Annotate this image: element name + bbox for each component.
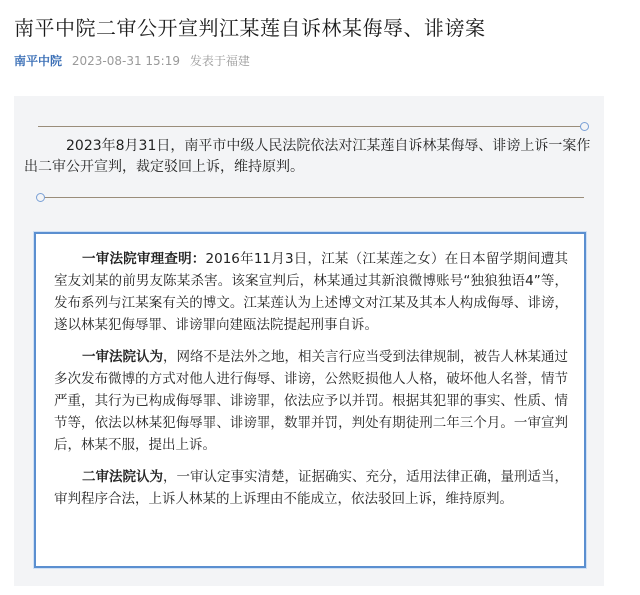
article-title: 南平中院二审公开宣判江某莲自诉林某侮辱、诽谤案 xyxy=(14,16,486,40)
circle-decoration-icon xyxy=(580,122,589,131)
first-instance-opinion xyxy=(54,346,568,456)
article-meta xyxy=(14,52,250,69)
publish-time: 2023-08-31 15:19 xyxy=(71,54,180,68)
first-instance-findings xyxy=(54,248,568,336)
paragraph-lead: 一审法院认为 xyxy=(82,349,163,365)
paragraph-text: ，一审认定事实清楚，证据确实、充分，适用法律正确，量刑适当，审判程序合法，上诉人林某的上诉理由不能成立，依法驳回上诉，维持原判。 xyxy=(54,469,568,507)
divider-line xyxy=(38,197,584,198)
publish-location: 发表于福建 xyxy=(189,54,250,68)
paragraph-lead: 一审法院审理查明： xyxy=(82,251,206,267)
circle-decoration-icon xyxy=(36,193,45,202)
summary-paragraph: 2023年8月31日，南平市中级人民法院依法对江某莲自诉林某侮辱、诽谤上诉一案作出二审公开宣判，裁定驳回上诉，维持原判。 xyxy=(24,138,591,175)
case-details-box xyxy=(34,232,586,568)
paragraph-text: 2016年11月3日，江某（江某莲之女）在日本留学期间遭其室友刘某的前男友陈某杀害。该案宣判后，林某通过其新浪微博账号“独狼独语4”等，发布系列与江某案有关的博文。江某莲认为上述博文对江某及其本人构成侮辱、诽谤，遂以林某犯侮辱罪、诽谤罪向建瓯法院提起刑事自诉。 xyxy=(54,251,569,333)
author-link[interactable]: 南平中院 xyxy=(14,54,63,68)
divider-line xyxy=(38,126,584,127)
paragraph-text: ，网络不是法外之地，相关言行应当受到法律规制，被告人林某通过多次发布微博的方式对他人进行侮辱、诽谤，公然贬损他人人格，破坏他人名誉，情节严重，其行为已构成侮辱罪、诽谤罪，依法应予以并罚。根据其犯罪的事实、性质、情节等，依法以林某犯侮辱罪、诽谤罪，数罪并罚，判处有期徒刑二年三个月。一审宣判后，林某不服，提出上诉。 xyxy=(54,349,568,453)
second-instance-opinion xyxy=(54,466,568,510)
article-body xyxy=(14,96,604,586)
paragraph-lead: 二审法院认为 xyxy=(82,469,163,485)
